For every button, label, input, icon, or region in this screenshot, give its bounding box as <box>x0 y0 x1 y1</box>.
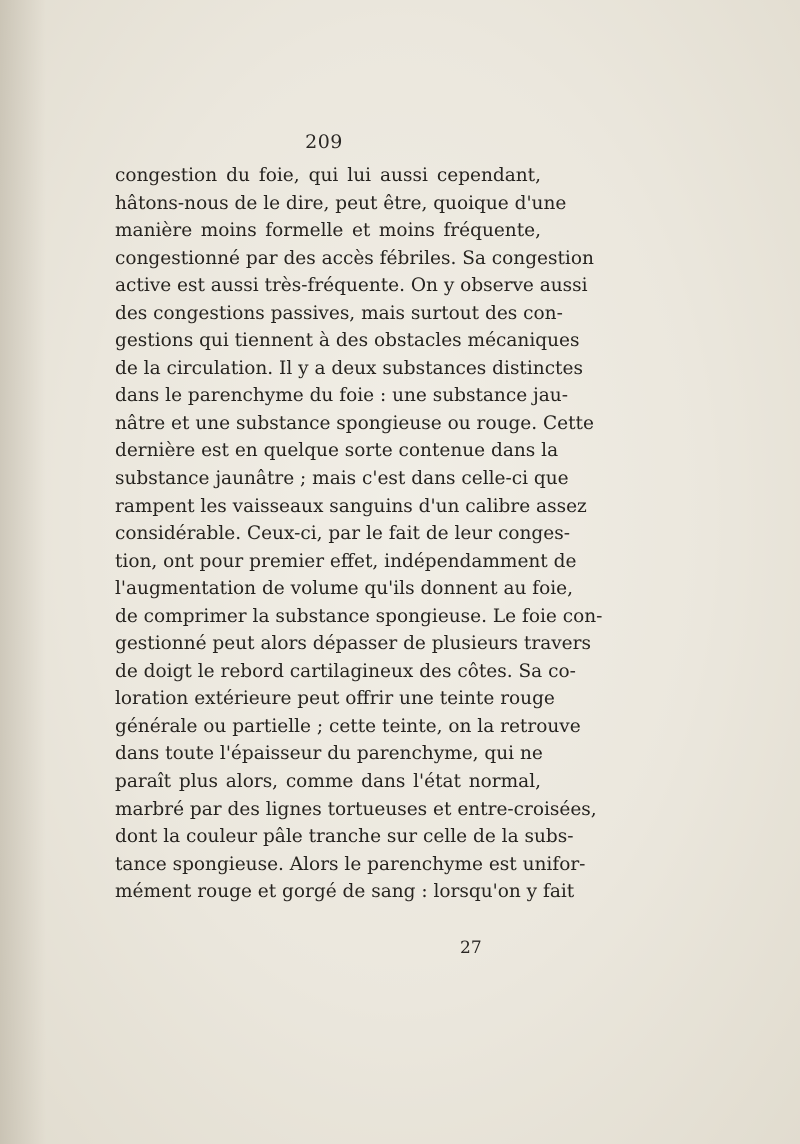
text-line: paraît plus alors, comme dans l'état normal, <box>115 771 541 793</box>
text-line: de la circulation. Il y a deux substances distinctes <box>115 357 583 379</box>
text-line: marbré par des lignes tortueuses et entre-croisées, <box>115 798 597 820</box>
text-line: dernière est en quelque sorte contenue dans la <box>115 440 559 462</box>
text-line: substance jaunâtre ; mais c'est dans celle-ci que <box>115 468 569 490</box>
text-line: générale ou partielle ; cette teinte, on la retrouve <box>115 715 581 737</box>
text-line: hâtons-nous de le dire, peut être, quoique d'une <box>115 192 567 214</box>
text-line: de comprimer la substance spongieuse. Le foie con- <box>115 605 603 627</box>
text-line: dans toute l'épaisseur du parenchyme, qui ne <box>115 743 543 765</box>
text-line: tance spongieuse. Alors le parenchyme est unifor- <box>115 853 586 875</box>
signature-mark: 27 <box>460 938 482 958</box>
text-line: dans le parenchyme du foie : une substance jau- <box>115 385 568 407</box>
page-number: 209 <box>305 131 343 153</box>
text-line: manière moins formelle et moins fréquente, <box>115 220 541 242</box>
text-line: congestionné par des accès fébriles. Sa congestion <box>115 247 594 269</box>
text-line: considérable. Ceux-ci, par le fait de leur conges- <box>115 523 570 545</box>
text-line: tion, ont pour premier effet, indépendamment de <box>115 550 577 572</box>
binding-shadow <box>0 0 46 1144</box>
text-line: congestion du foie, qui lui aussi cependant, <box>115 165 541 186</box>
text-line: l'augmentation de volume qu'ils donnent au foie, <box>115 578 574 600</box>
text-line: gestions qui tiennent à des obstacles mécaniques <box>115 330 580 352</box>
text-line: nâtre et une substance spongieuse ou rouge. Cette <box>115 412 594 434</box>
text-line: dont la couleur pâle tranche sur celle de la subs- <box>115 826 574 848</box>
text-line: rampent les vaisseaux sanguins d'un calibre assez <box>115 495 587 517</box>
text-line: de doigt le rebord cartilagineux des côtes. Sa co- <box>115 660 576 682</box>
text-line: loration extérieure peut offrir une teinte rouge <box>115 688 555 710</box>
text-line: active est aussi très-fréquente. On y observe aussi <box>115 275 588 297</box>
text-line: des congestions passives, mais surtout des con- <box>115 302 563 324</box>
text-line: gestionné peut alors dépasser de plusieurs travers <box>115 633 591 655</box>
text-line: mément rouge et gorgé de sang : lorsqu'on y fait <box>115 881 575 903</box>
body-text <box>115 162 603 906</box>
